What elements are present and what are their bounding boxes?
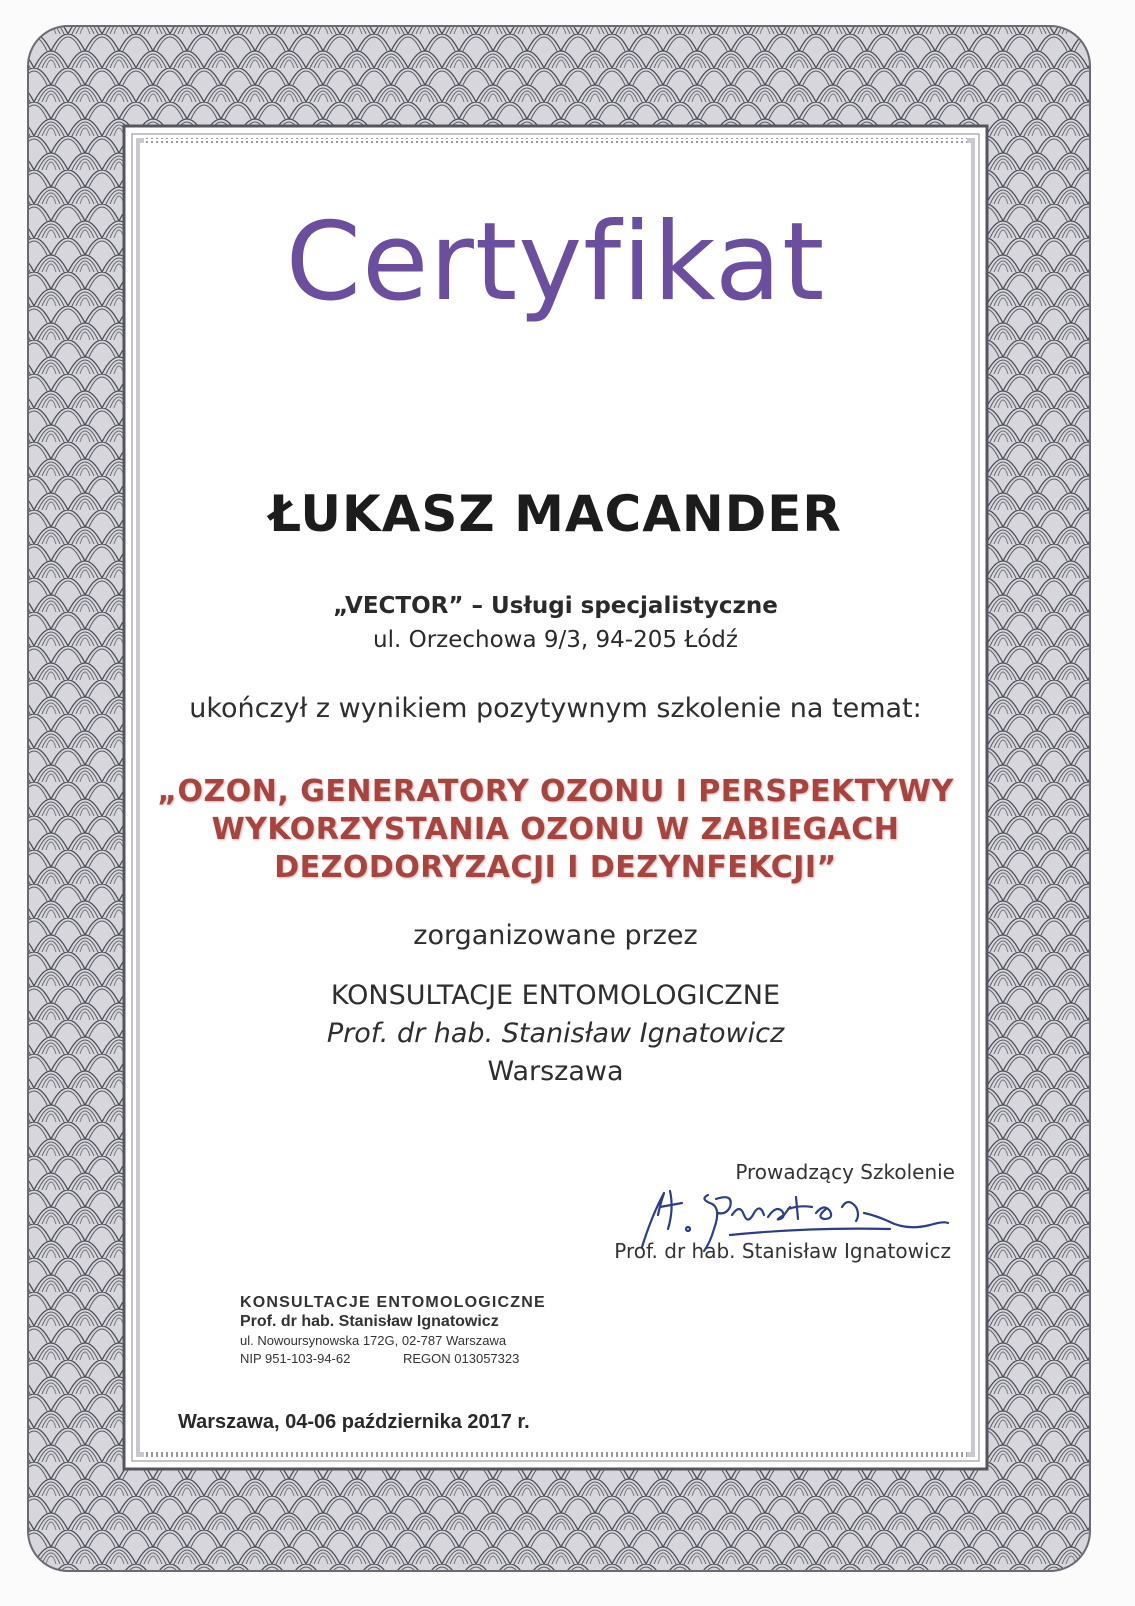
training-topic-line: WYKORZYSTANIA OZONU W ZABIEGACH xyxy=(211,812,900,847)
organizer-name: KONSULTACJE ENTOMOLOGICZNE xyxy=(330,980,781,1011)
organized-by-label: zorganizowane przez xyxy=(413,920,698,951)
recipient-name: ŁUKASZ MACANDER xyxy=(269,485,842,543)
company-address: ul. Orzechowa 9/3, 94-205 Łódź xyxy=(373,627,738,653)
stamp-organization: KONSULTACJE ENTOMOLOGICZNE xyxy=(240,1294,546,1311)
completion-statement: ukończył z wynikiem pozytywnym szkolenie na temat: xyxy=(189,693,922,724)
training-topic-line: DEZODORYZACJI I DEZYNFEKCJI” xyxy=(274,850,837,885)
stamp-person: Prof. dr hab. Stanisław Ignatowicz xyxy=(240,1313,499,1330)
organizer-city: Warszawa xyxy=(487,1056,624,1087)
trainer-label: Prowadzący Szkolenie xyxy=(735,1160,955,1184)
stamp-nip: NIP 951-103-94-62 xyxy=(240,1351,351,1366)
company-name: „VECTOR” – Usługi specjalistyczne xyxy=(333,593,778,619)
date-place: Warszawa, 04-06 października 2017 r. xyxy=(178,1411,530,1433)
training-topic-line: „OZON, GENERATORY OZONU I PERSPEKTYWY xyxy=(157,774,954,809)
stamp-address: ul. Nowoursynowska 172G, 02-787 Warszawa xyxy=(240,1333,507,1348)
trainer-name: Prof. dr hab. Stanisław Ignatowicz xyxy=(614,1239,951,1263)
organizer-person: Prof. dr hab. Stanisław Ignatowicz xyxy=(326,1018,785,1049)
stamp-regon: REGON 013057323 xyxy=(403,1351,520,1366)
certificate-title: Certyfikat xyxy=(285,200,826,325)
